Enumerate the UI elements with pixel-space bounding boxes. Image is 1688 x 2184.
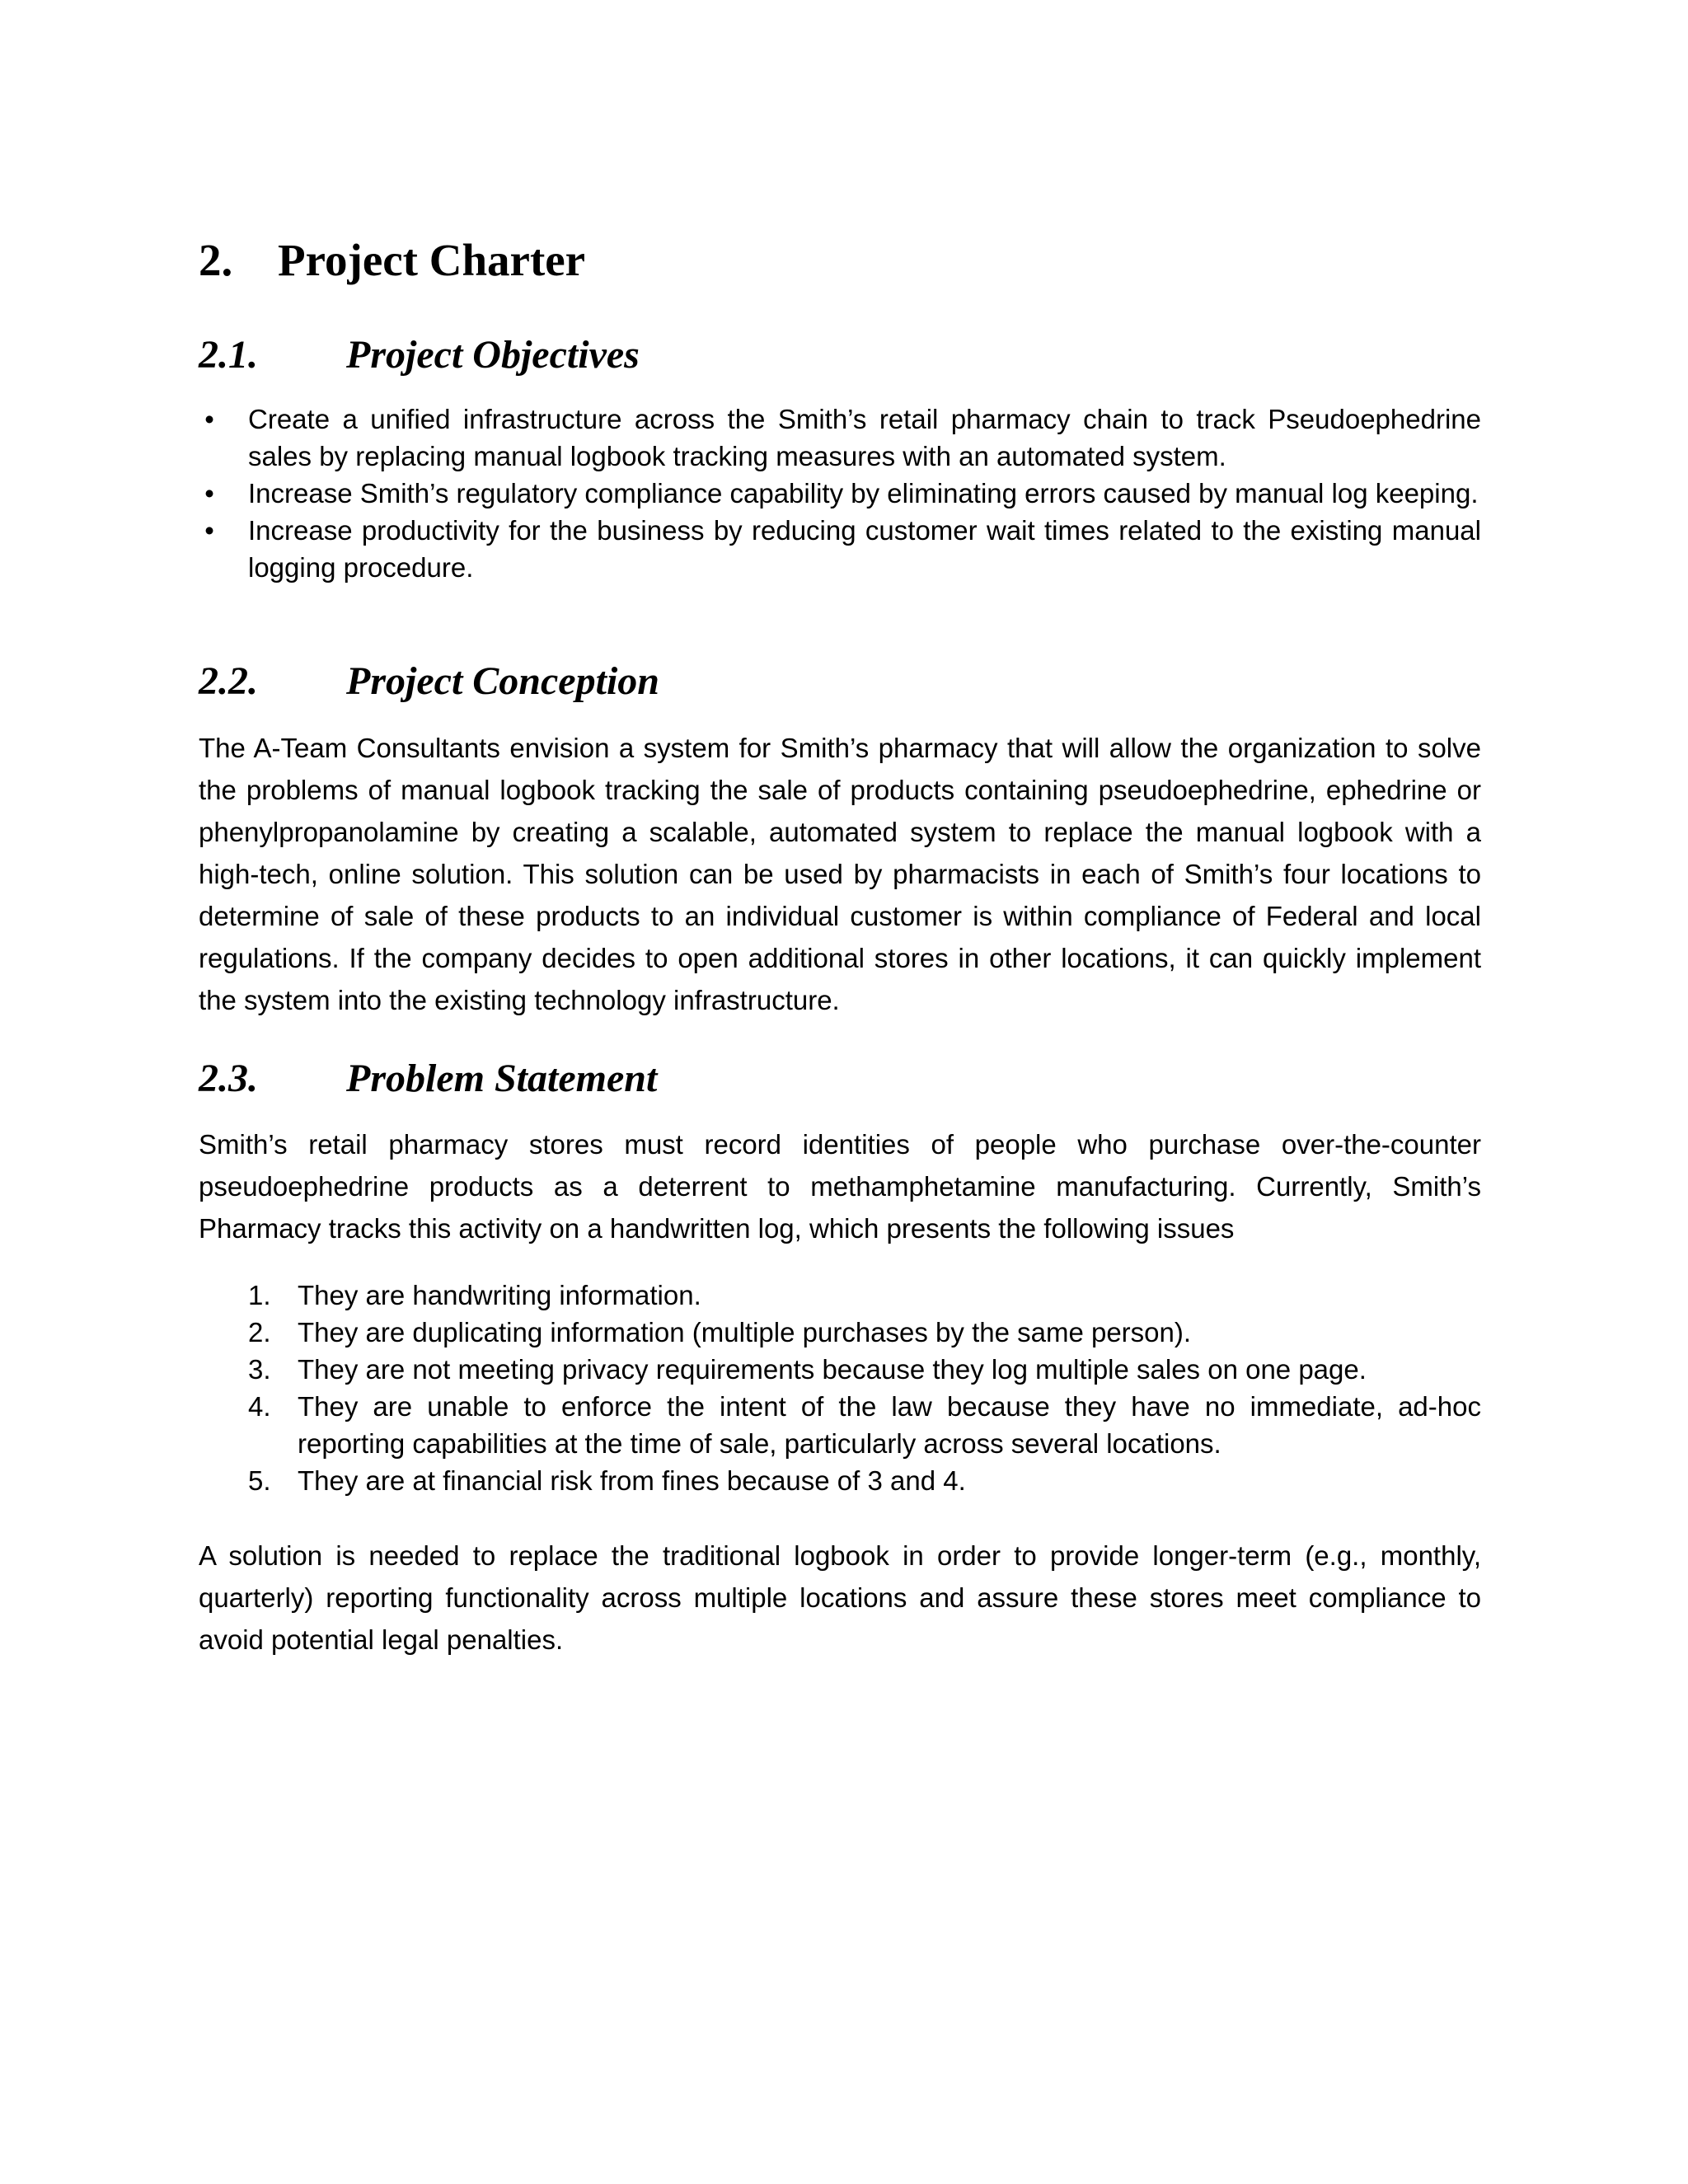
objectives-list: [199, 401, 1481, 586]
problem-number: 2.3.: [199, 1057, 258, 1100]
objectives-heading: [199, 331, 640, 379]
bullet-icon: •: [204, 478, 214, 509]
conception-number: 2.2.: [199, 659, 258, 703]
list-item: [248, 1351, 1481, 1388]
issue-number: 5.: [248, 1465, 271, 1496]
conception-title: Project Conception: [346, 659, 659, 703]
bullet-icon: •: [204, 404, 214, 434]
list-item: [248, 1277, 1481, 1314]
issue-number: 1.: [248, 1280, 271, 1310]
list-item: [199, 512, 1481, 586]
section-title: Project Charter: [278, 235, 586, 285]
issue-number: 2.: [248, 1317, 271, 1347]
conception-paragraph: The A-Team Consultants envision a system for Smith’s pharmacy that will allow the organization to solve the problems of manual logbook tracking the sale of products containing pseudoephedrine, ephedrine or phenylpropanolamine by creating a scalable, automated system to replace the manual logbook with a high-tech, online solution. This solution can be used by pharmacists in each of Smith’s four locations to determine of sale of these products to an individual customer is within compliance of Federal and local regulations. If the company decides to open additional stores in other locations, it can quickly implement the system into the existing technology infrastructure.: [199, 733, 1481, 1015]
list-item: [199, 401, 1481, 475]
issue-number: 3.: [248, 1354, 271, 1385]
objective-text: Create a unified infrastructure across the Smith’s retail pharmacy chain to track Pseudoephedrine sales by replacing manual logbook tracking measures with an automated system.: [248, 404, 1481, 471]
issues-list: [248, 1277, 1481, 1499]
problem-title: Problem Statement: [346, 1057, 658, 1100]
issue-text: They are duplicating information (multiple purchases by the same person).: [298, 1317, 1192, 1347]
conception-heading: [199, 658, 659, 705]
issue-text: They are not meeting privacy requirements because they log multiple sales on one page.: [298, 1354, 1367, 1385]
section-heading: [199, 233, 585, 288]
issue-text: They are at financial risk from fines because of 3 and 4.: [298, 1465, 966, 1496]
section-number: 2.: [199, 235, 233, 285]
problem-conclusion-paragraph: A solution is needed to replace the traditional logbook in order to provide longer-term (e.g., monthly, quarterly) reporting functionality across multiple locations and assure these stores meet compliance to avoid potential legal penalties.: [199, 1540, 1481, 1655]
objectives-title: Project Objectives: [346, 333, 640, 377]
list-item: [248, 1462, 1481, 1499]
list-item: [248, 1314, 1481, 1351]
issue-number: 4.: [248, 1391, 271, 1422]
objectives-number: 2.1.: [199, 333, 258, 377]
problem-intro-paragraph: Smith’s retail pharmacy stores must record identities of people who purchase over-the-counter pseudoephedrine products as a deterrent to methamphetamine manufacturing. Currently, Smith’s Pharmacy tracks this activity on a handwritten log, which presents the following issues: [199, 1129, 1481, 1244]
list-item: [199, 475, 1481, 512]
list-item: [248, 1388, 1481, 1462]
bullet-icon: •: [204, 515, 214, 546]
problem-heading: [199, 1055, 657, 1103]
objective-text: Increase productivity for the business by reducing customer wait times related to the existing manual logging procedure.: [248, 515, 1481, 583]
issue-text: They are handwriting information.: [298, 1280, 701, 1310]
objective-text: Increase Smith’s regulatory compliance capability by eliminating errors caused by manual log keeping.: [248, 478, 1479, 509]
issue-text: They are unable to enforce the intent of the law because they have no immediate, ad-hoc reporting capabilities at the time of sale, particularly across several locations.: [298, 1391, 1481, 1459]
